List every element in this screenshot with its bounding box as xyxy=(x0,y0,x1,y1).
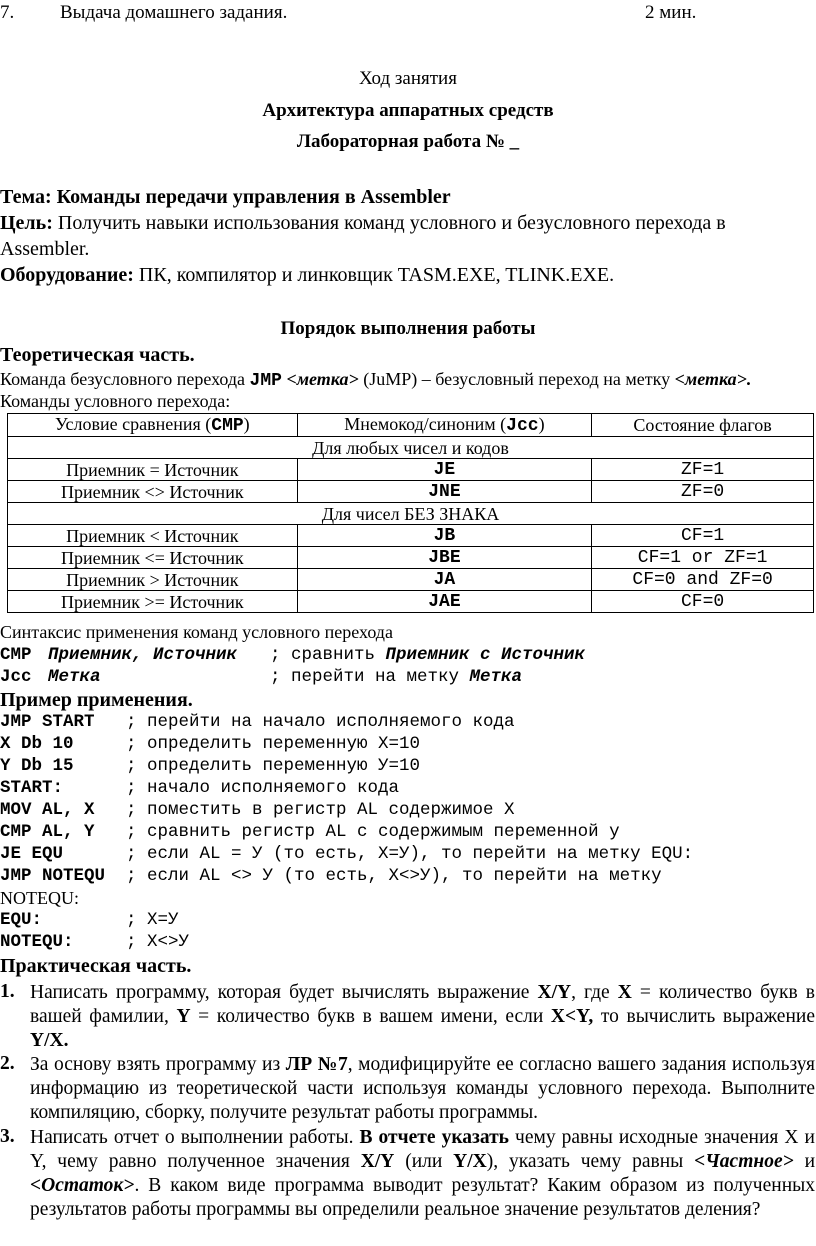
code-line xyxy=(0,734,420,754)
flags-cell: ZF=0 xyxy=(592,481,814,503)
mnemonic-cell: JB xyxy=(297,525,592,547)
agenda-item-time: 2 мин. xyxy=(645,2,697,23)
jmp-label: <метка> xyxy=(281,369,359,389)
code-instruction: NOTEQU: xyxy=(0,932,74,952)
header-mnemonic: Мнемокод/синоним (Jcc) xyxy=(297,414,592,437)
agenda-item-number: 7. xyxy=(0,2,15,23)
theory-heading: Теоретическая часть. xyxy=(0,344,195,366)
condition-cell: Приемник <= Источник xyxy=(8,547,298,569)
equipment-label: Оборудование: xyxy=(0,264,134,286)
code-comment: ; определить переменную У=10 xyxy=(126,756,421,776)
code-instruction: JMP START xyxy=(0,712,95,732)
syntax-line-cmp xyxy=(0,645,585,665)
course-title: Ход занятия xyxy=(359,68,457,89)
header-flags: Состояние флагов xyxy=(592,414,814,437)
syntax-intro: Синтаксис применения команд условного перехода xyxy=(0,622,393,642)
example-heading: Пример применения. xyxy=(0,689,193,711)
conditional-jumps-table xyxy=(7,413,814,613)
code-comment: ; X<>У xyxy=(126,932,190,952)
table-row xyxy=(8,525,814,547)
code-comment: ; поместить в регистр AL содержимое X xyxy=(126,800,515,820)
subject-title: Архитектура аппаратных средств xyxy=(262,100,554,121)
topic-line xyxy=(0,186,451,209)
jmp-prefix: Команда безусловного перехода xyxy=(0,369,250,389)
condition-cell: Приемник = Источник xyxy=(8,459,298,481)
table-row xyxy=(8,591,814,613)
task-2-number: 2. xyxy=(0,1053,15,1074)
code-instruction: START: xyxy=(0,778,64,798)
mnemonic-cell: JE xyxy=(297,459,592,481)
header-condition: Условие сравнения (CMP) xyxy=(8,414,298,437)
code-line xyxy=(0,866,662,886)
section-row xyxy=(8,437,814,459)
jmp-description xyxy=(0,369,751,391)
code-line xyxy=(0,932,189,952)
syntax-jcc: Jcc xyxy=(0,667,32,687)
table-header-row xyxy=(8,414,814,437)
flags-cell: CF=0 and ZF=0 xyxy=(592,569,814,591)
code-instruction: Y Db 15 xyxy=(0,756,74,776)
flags-cell: CF=1 or ZF=1 xyxy=(592,547,814,569)
mnemonic-cell: JBE xyxy=(297,547,592,569)
condition-cell: Приемник <> Источник xyxy=(8,481,298,503)
practice-heading: Практическая часть. xyxy=(0,955,192,977)
table-row xyxy=(8,547,814,569)
jmp-middle: (JuMP) – безусловный переход на метку xyxy=(358,369,675,389)
code-instruction: JMP NOTEQU xyxy=(0,866,106,886)
syntax-cmp-args: Приемник, Источник xyxy=(48,645,238,665)
jmp-label-2: <метка>. xyxy=(674,369,752,389)
topic-text: Команды передачи управления в Assembler xyxy=(56,186,451,208)
procedure-heading: Порядок выполнения работы xyxy=(280,318,536,339)
section-row xyxy=(8,503,814,525)
syntax-jcc-args: Метка xyxy=(48,667,101,687)
topic-label: Тема: xyxy=(0,186,52,208)
mnemonic-cell: JAE xyxy=(297,591,592,613)
code-line xyxy=(0,800,515,820)
code-comment: ; определить переменную X=10 xyxy=(126,734,421,754)
code-line xyxy=(0,910,179,930)
syntax-cmp-comment-em: Приемник с Источник xyxy=(385,645,586,665)
conditional-intro: Команды условного перехода: xyxy=(0,391,231,411)
table-row xyxy=(8,459,814,481)
syntax-line-jcc xyxy=(0,667,522,687)
code-comment: ; начало исполняемого кода xyxy=(126,778,400,798)
task-3-text: Написать отчет о выполнении работы. В отчете указать чему равны исходные значения X и Y, чему равно полученное значения X/Y (или Y/X), указать чему равны <Частное> и <Остаток>. В каком виде программа выводит результат? Каким образом из полученных результатов работы программы вы определили реальное значение результатов деления? xyxy=(30,1127,816,1220)
syntax-cmp: CMP xyxy=(0,645,32,665)
task-3-number: 3. xyxy=(0,1126,15,1147)
code-comment: ; если AL <> У (то есть, X<>У), то перейти на метку xyxy=(126,866,662,886)
syntax-cmp-comment: ; сравнить xyxy=(270,645,386,665)
flags-cell: CF=0 xyxy=(592,591,814,613)
equipment-line xyxy=(0,264,614,287)
jmp-command: JMP xyxy=(249,371,282,391)
condition-cell: Приемник >= Источник xyxy=(8,591,298,613)
goal-label: Цель: xyxy=(0,212,53,234)
flags-cell: CF=1 xyxy=(592,525,814,547)
code-wrap-text: NOTEQU: xyxy=(0,888,79,908)
goal-text: Получить навыки использования команд условного и безусловного перехода в xyxy=(57,212,726,234)
table-row xyxy=(8,481,814,503)
code-instruction: EQU: xyxy=(0,910,43,930)
task-1-number: 1. xyxy=(0,981,15,1002)
section-unsigned: Для чисел БЕЗ ЗНАКА xyxy=(8,503,814,525)
code-instruction: MOV AL, X xyxy=(0,800,95,820)
code-instruction: JE EQU xyxy=(0,844,64,864)
code-instruction: X Db 10 xyxy=(0,734,74,754)
mnemonic-cell: JNE xyxy=(297,481,592,503)
code-comment: ; X=У xyxy=(126,910,179,930)
section-all-numbers: Для любых чисел и кодов xyxy=(8,437,814,459)
code-instruction: CMP AL, Y xyxy=(0,822,95,842)
task-1-text: Написать программу, которая будет вычислять выражение X/Y, где X = количество букв в вашей фамилии, Y = количество букв в вашем имени, если X<Y, то вычислить выражение Y/X. xyxy=(30,982,816,1051)
condition-cell: Приемник > Источник xyxy=(8,569,298,591)
code-comment: ; если AL = У (то есть, X=У), то перейти на метку EQU: xyxy=(126,844,694,864)
code-line xyxy=(0,844,693,864)
code-comment: ; перейти на начало исполняемого кода xyxy=(126,712,515,732)
flags-cell: ZF=1 xyxy=(592,459,814,481)
equipment-text: ПК, компилятор и линковщик TASM.EXE, TLINK.EXE. xyxy=(138,264,615,286)
task-2-text: За основу взять программу из ЛР №7, модифицируйте ее согласно вашего задания используя информацию из теоретической части используя команды условного перехода. Выполните компиляцию, сборку, получите результат работы программы. xyxy=(30,1054,815,1123)
condition-cell: Приемник < Источник xyxy=(8,525,298,547)
goal-text-continued: Assembler. xyxy=(0,238,90,260)
code-line xyxy=(0,822,620,842)
agenda-item-text: Выдача домашнего задания. xyxy=(60,2,288,23)
mnemonic-cell: JA xyxy=(297,569,592,591)
goal-line xyxy=(0,212,726,235)
syntax-jcc-comment: ; перейти на метку xyxy=(270,667,470,687)
table-row xyxy=(8,569,814,591)
code-comment: ; сравнить регистр AL с содержимым переменной у xyxy=(126,822,620,842)
code-line xyxy=(0,712,515,732)
code-line xyxy=(0,778,399,798)
code-line xyxy=(0,756,420,776)
syntax-jcc-comment-em: Метка xyxy=(469,667,523,687)
lab-title: Лабораторная работа № _ xyxy=(296,131,520,152)
